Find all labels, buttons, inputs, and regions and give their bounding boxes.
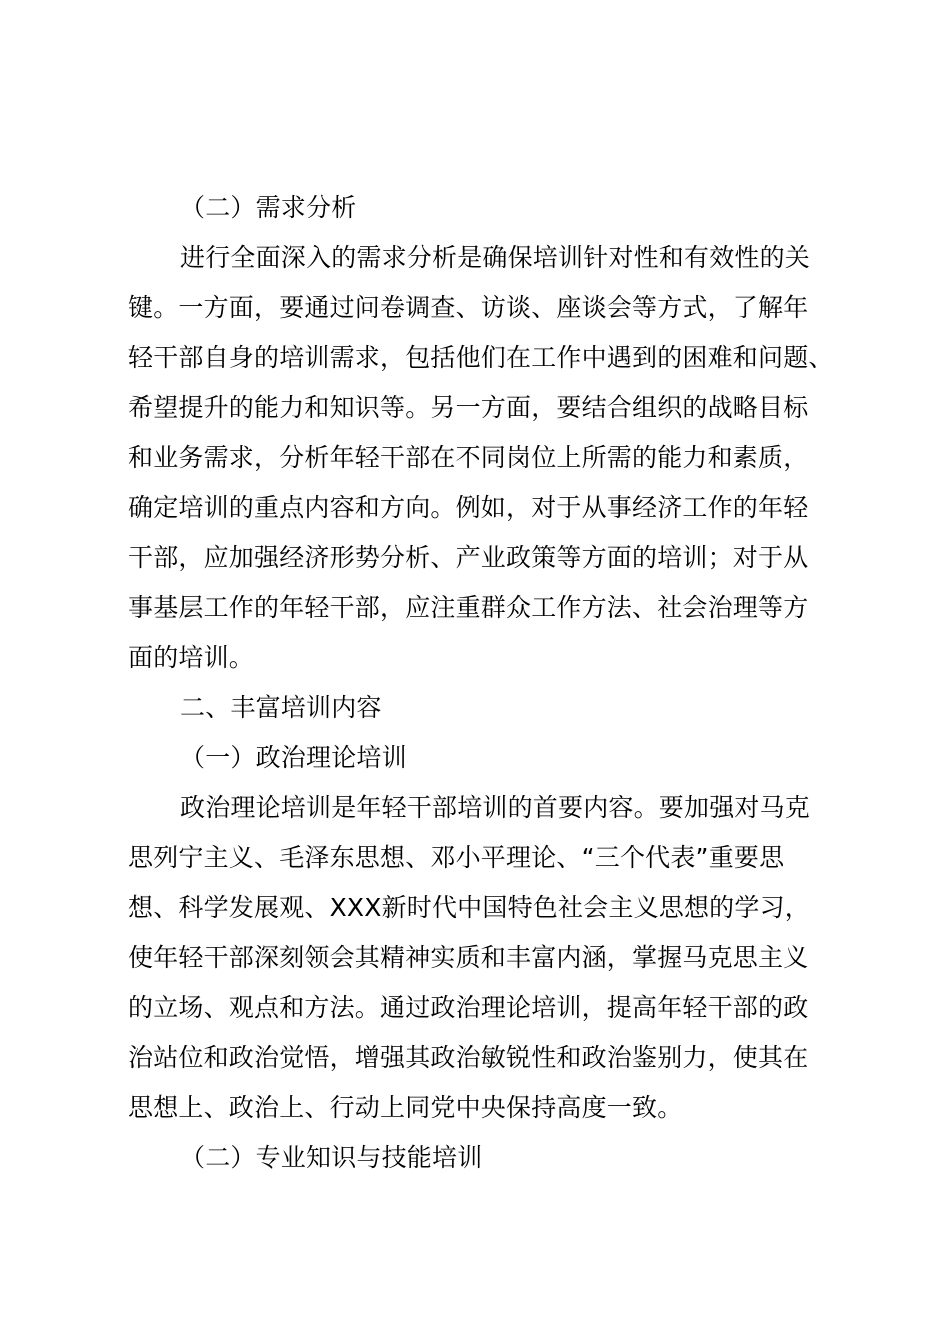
section-heading-demand-analysis: （二）需求分析	[180, 193, 357, 222]
paragraph-line: 轻干部自身的培训需求，包括他们在工作中遇到的困难和问题、	[128, 343, 834, 372]
paragraph-line: 使年轻干部深刻领会其精神实质和丰富内涵，掌握马克思主义	[128, 943, 809, 972]
subsection-heading-professional-skills: （二）专业知识与技能培训	[180, 1143, 483, 1172]
paragraph-line: 事基层工作的年轻干部，应注重群众工作方法、社会治理等方	[128, 593, 809, 622]
document-body	[128, 183, 832, 1183]
paragraph-line: 面的培训。	[128, 643, 255, 672]
paragraph-line: 治站位和政治觉悟，增强其政治敏锐性和政治鉴别力，使其在	[128, 1043, 809, 1072]
paragraph-line: 的立场、观点和方法。通过政治理论培训，提高年轻干部的政	[128, 993, 809, 1022]
paragraph-line: 思想上、政治上、行动上同党中央保持高度一致。	[128, 1093, 683, 1122]
paragraph-line: 政治理论培训是年轻干部培训的首要内容。要加强对马克	[180, 793, 811, 822]
paragraph-line: 键。一方面，要通过问卷调查、访谈、座谈会等方式，了解年	[128, 293, 809, 322]
paragraph-line: 思列宁主义、毛泽东思想、邓小平理论、“三个代表”重要思	[128, 843, 785, 872]
section-heading-enrich-content: 二、丰富培训内容	[180, 693, 382, 722]
subsection-heading-political-theory: （一）政治理论培训	[180, 743, 407, 772]
paragraph-line: 确定培训的重点内容和方向。例如，对于从事经济工作的年轻	[128, 493, 809, 522]
paragraph-line: 希望提升的能力和知识等。另一方面，要结合组织的战略目标	[128, 393, 809, 422]
paragraph-line: 和业务需求，分析年轻干部在不同岗位上所需的能力和素质，	[128, 443, 809, 472]
paragraph-line: 进行全面深入的需求分析是确保培训针对性和有效性的关	[180, 243, 811, 272]
paragraph-line: 干部，应加强经济形势分析、产业政策等方面的培训；对于从	[128, 543, 809, 572]
paragraph-line: 想、科学发展观、XXX新时代中国特色社会主义思想的学习，	[128, 893, 810, 922]
